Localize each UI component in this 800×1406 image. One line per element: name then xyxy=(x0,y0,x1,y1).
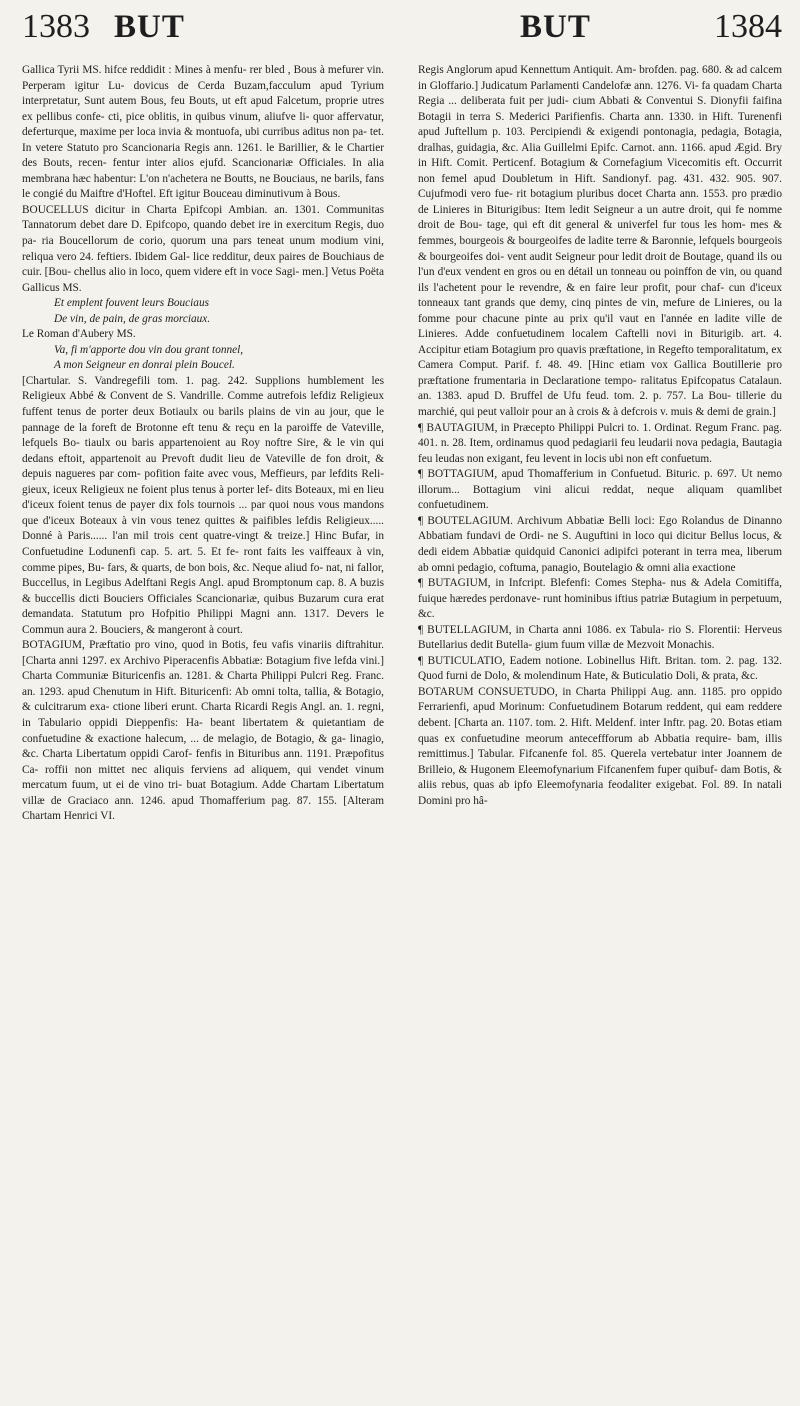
page-number-right: 1384 xyxy=(714,8,782,45)
paragraph: BOUCELLUS dicitur in Charta Epifcopi Ambian. an. 1301. Communitas Tannatorum debet dare D. Epifcopo, quando debet ire in exercitum Regis, duo pa- ria Boucellorum de corio, quorum una pars teneat unum modium vini, reliqua vero 24. feftiers. Ibidem Gal- lice redditur, deux paires de Bouchiaus de cuir. [Bou- chellus alio in loco, quem videre eft in voce Sagi- men.] Vetus Poëta Gallicus MS. xyxy=(22,203,384,294)
running-head-left: BUT xyxy=(114,9,185,45)
right-column xyxy=(418,63,782,809)
paragraph: Gallica Tyrii MS. hifce reddidit : Mines à menfu- rer bled , Bous à mefurer vin. Perperam igitur Lu- dovicus de Cerda Buzam,facculum apud Tyrium interpretatur, Sunt autem Bous, feu Bouts, ut eft apud Falcetum, proprie utres ex pellibus confe- cti, pice oblitis, in quibus vinum, aliufve li- quor affervatur, deferturque, maxime per loca invia & montuofa, ubi curribus aditus non pa- tet. In vetere Statuto pro Scancionaria Regis ann. 1261. le Barillier, & le Chartier des Bouts, recen- fentur inter alios ejufd. Scancionariæ Officiales. In alia membrana hæc habentur: L'on n'achetera ne Boutts, ne Bouciaus, ne barils, fans le congié du Maiftre d'Hoftel. Eft igitur Bouceau diminutivum à Bous. xyxy=(22,64,384,201)
paragraph: ¶ BOUTELAGIUM. Archivum Abbatiæ Belli loci: Ego Rolandus de Dinanno Abbatiam fundavi de Ordi- ne S. Auguftini in loco qui dicitur Bellus locus, & dedi eidem Abbatiæ quidquid Canonici adipifci poterant in terra mea, liberum ab omni pedagio, coftuma, panagio, Boutelagio & omni alia exactione xyxy=(418,514,782,574)
paragraph: Regis Anglorum apud Kennettum Antiquit. Am- brofden. pag. 680. & ad calcem in Gloffario.] Judicatum Parlamenti Candelofæ ann. 1276. Vi- fa quadam Charta Regia ... deliberata fuit per judi- cium Abbati & Conventui S. Dionyfii faifina Botagii in terra S. Mederici Parifienfis. Charta ann. 1330. in Hift. Turenenfi apud Juftellum p. 103. Percipiendi & exigendi pontonagia, pedagia, Botagia, dralhas, guidagia, &c. Alia Guillelmi Epifc. Carnot. ann. 1166. apud Ægid. Bry in Hift. Comit. Perticenf. Botagium & Cornefagium Vicecomitis eft. Occurrit non femel apud Doubletum in Hift. Sandionyf. pag. 431. 432. 905. 907. Cujufmodi vero fue- rit botagium pluribus docet Charta ann. 1553. pro prædio de Linieres in Biturigibus: Item ledit Seigneur a un autre droit, qui fe nomme droit de Bou- tage, qui eft dit general & univerfel fur tous les hom- mes & femmes, bourgeois & bourgeoifes de ladite terre & Baronnie, lefquels bourgeois & bourgeoifes doi- vent audit Seigneur pour ledit droit de Boutage, quand ils ou l'un d'eux vendent en gros ou en détail un tonneau ou poinffon de vin, ou quand ils l'achetent pour le revendre, & en faire leur profit, pour chaf- cun d'iceux tonneaux tant grands que demy, cinq pintes de vin, mefure de Linieres, ou la fomme pour chacune pinte au prix qu'il vaut en l'année en ladite ville de Linieres. Adde confuetudinem localem Caftelli novi in Biturigib. art. 4. Accipitur etiam Botagium pro quavis præftatione, in Regefto temporalitatum, ex Camera Comput. Parif. f. 48. 49. [Hinc etiam vox Gallica Boutillerie pro præftatione frumentaria in Declaratione tempo- ralitatus Epifcopatus Catalaun. an. 1383. apud D. Bruffel de Ufu feud. tom. 2. p. 757. La Bou- tillerie du marchié, qui peut valloir pour an à crois & à defcrois v. muis & demi de grain.] xyxy=(418,64,782,419)
running-head-right: BUT xyxy=(520,9,591,45)
paragraph: [Chartular. S. Vandregefili tom. 1. pag. 242. Supplions humblement les Religieux Abbé & Convent de S. Vandrille. Comme autrefois lefdiz Religieux fuffent tenus de porter deux Botiaulx ou barils plains de vin au jour, que le pannage de la foreft de Brotonne eft tenu & reçu en la paroiffe de Vateville, lefquels Bo- tiaulx ou baris appartenoient au Roy noftre Sire, & le vin qui dedans eftoit, appartenoit au Prevoft dudit lieu de Vateville de fon droit, & depuis nagueres par com- pofition faite avec vous, Meffieurs, par lefdits Reli- gieux, iceux Religieux ne foient plus tenus à porter lef- dits Boteaux, mi en lieu d'iceux foient tenus de payer dix fols tournois ... par quoi nous vous mandons que d'iceux Boteaux à vin vous tenez quittes & paifibles lefdis Religieux..... Donné à Paris...... l'an mil trois cent quatre-vingt & treize.] Hinc Bufar, in Confuetudine Lodunenfi cap. 5. art. 5. Et fe- ront faits les vaiffeaux à vin, comme pipes, Bu- fars, & quarts, de bon bois, &c. Neque aliud fo- nat, ni fallor, Buccellus, in Legibus Adelftani Regis Angl. apud Bromptonum cap. 8. A buzis & buccellis dicti Bouciers Officiales Scancionariæ, quibus Buzarum cura erat demandata. Statutum pro Hofpitio Philippi Magni ann. 1317. Devers le Commun aura 2. Bouciers, & mangeront à court. xyxy=(22,374,384,636)
paragraph: BOTAGIUM, Præftatio pro vino, quod in Botis, feu vafis vinariis diftrahitur. [Charta anni 1297. ex Archivo Piperacenfis Abbatiæ: Botagium five lefda vini.] Charta Communiæ Bituricenfis an. 1281. & Charta Philippi Pulcri Reg. Franc. an. 1293. apud Chenutum in Hift. Bituricenfi: Ab omni tolta, tallia, & Botagio, & culcitrarum exa- ctione liberi erunt. Charta Ricardi Regis Angl. an. 1. regni, in Tabulario oppidi Dieppenfis: Ha- beant libertatem & quietantiam de confuetudine & exactione halecum, ... de melagio, de Botagio, & ga- linagio, &c. Charta Libertatum oppidi Carof- fenfis in Bituribus ann. 1191. Præpofitus Ca- roffii non mittet nec aliquis ferviens ad aliquem, qui vendet vinum mercatum fuum, ut ei de vino tri- buat Botagium. Adde Chartam Libertatum villæ de Graciaco ann. 1246. apud Thomafferium pag. 87. 155. [Alteram Chartam Henrici VI. xyxy=(22,639,384,823)
left-column xyxy=(22,63,384,825)
paragraph: ¶ BUTICULATIO, Eadem notione. Lobinellus Hift. Britan. tom. 2. pag. 132. Quod furni de Dolo, & molendinum Hate, & Buticulatio Doli, & prata, &c. xyxy=(418,654,782,683)
paragraph: ¶ BUTELLAGIUM, in Charta anni 1086. ex Tabula- rio S. Florentii: Herveus Butellarius dedit Butella- gium fuum villæ de Mezvoit Monachis. xyxy=(418,623,782,652)
paragraph: ¶ BAUTAGIUM, in Præcepto Philippi Pulcri to. 1. Ordinat. Regum Franc. pag. 401. n. 28. Item, ordinamus quod pedagiarii feu leudarii nova pedagia, Bautagia feu leudas non exigant, feu levent in locis ubi non eft confuetum. xyxy=(418,421,782,465)
verse-quote: Va, fi m'apporte dou vin dou grant tonnel, A mon Seigneur en donrai plein Boucel. xyxy=(54,343,244,372)
paragraph: BOTARUM CONSUETUDO, in Charta Philippi Aug. ann. 1185. pro oppido Ferrarienfi, apud Morinum: Confuetudinem Botarum reddent, qui eam reddere debent. [Charta an. 1107. tom. 2. Hift. Meldenf. inter Inftr. pag. 20. Botas etiam quas ex confuetudine meorum anteceffforum ab Abbatia require- bam, illis remittimus.] Tabular. Fifcanenfe fol. 85. Querela vertebatur inter Joannem de Brilleio, & Hugonem Eleemofynarium Fifcanenfem fuper quibuf- dam Botis, & aliis rebus, quas ab ipfo Eleemofynaria feodaliter exigebat. Fol. 89. In natali Domini pro hâ- xyxy=(418,685,782,807)
paragraph: ¶ BUTAGIUM, in Infcript. Blefenfi: Comes Stepha- nus & Adela Comitiffa, fuique hæredes perdonave- runt hominibus iftius patriæ Butagium in perpetuum, &c. xyxy=(418,577,782,621)
paragraph: Le Roman d'Aubery MS. xyxy=(22,328,136,341)
verse-quote: Et emplent fouvent leurs Bouciaus De vin, de pain, de gras morciaux. xyxy=(54,297,211,325)
page-number-left: 1383 xyxy=(22,8,90,45)
paragraph: ¶ BOTTAGIUM, apud Thomafferium in Confuetud. Bituric. p. 697. Ut nemo illorum... Bottagium vini alicui reddat, neque aliquam quamlibet confuetudinem. xyxy=(418,468,782,512)
page-header xyxy=(22,2,782,60)
